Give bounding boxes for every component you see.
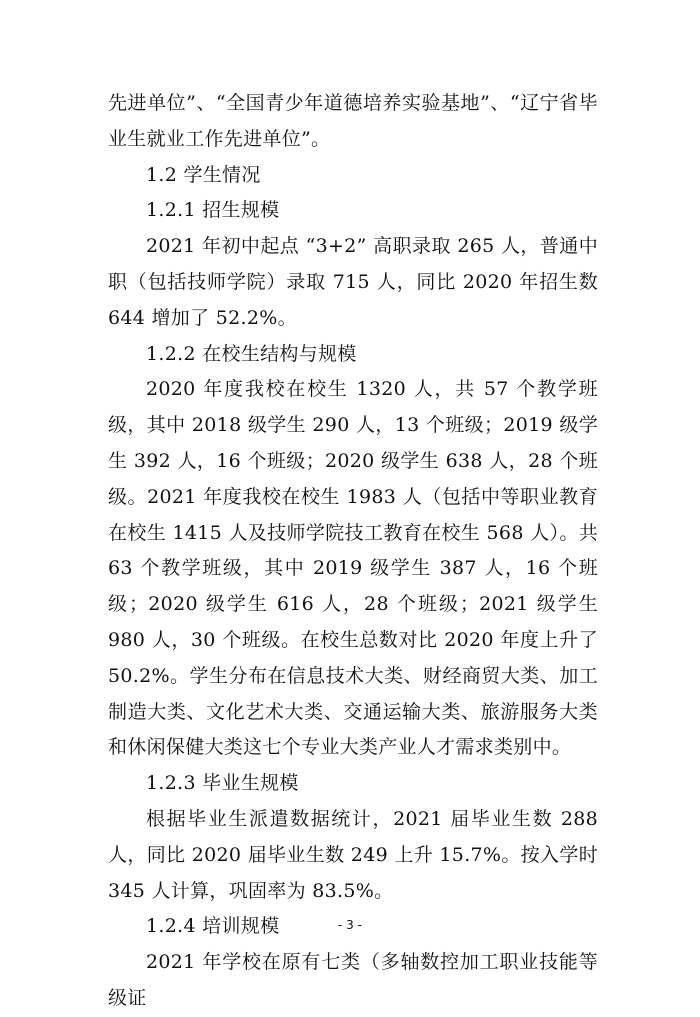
section-heading-1-2-4: 1.2.4 培训规模	[146, 915, 280, 938]
paragraph-graduates: 根据毕业生派遣数据统计，2021 届毕业生数 288 人，同比 2020 届毕业生数 249 上升 15.7%。按入学时 345 人计算，巩固率为 83.5%。	[108, 807, 598, 902]
section-heading-1-2-1: 1.2.1 招生规模	[146, 199, 280, 222]
section-heading-1-2: 1.2 学生情况	[146, 163, 261, 186]
section-heading-1-2-3: 1.2.3 毕业生规模	[146, 772, 299, 795]
paragraph-training: 2021 年学校在原有七类（多轴数控加工职业技能等级证	[108, 951, 598, 1009]
paragraph-continuation: 先进单位”、“全国青少年道德培养实验基地”、“辽宁省毕业生就业工作先进单位”。	[108, 92, 598, 150]
page-number: - 3 -	[338, 918, 362, 932]
document-body	[108, 86, 598, 1017]
section-heading-1-2-2: 1.2.2 在校生结构与规模	[146, 342, 357, 365]
paragraph-enrollment: 2021 年初中起点 “3+2” 高职录取 265 人，普通中职（包括技师学院）录取 715 人，同比 2020 年招生数 644 增加了 52.2%。	[108, 235, 598, 329]
paragraph-student-structure: 2020 年度我校在校生 1320 人，共 57 个教学班级，其中 2018 级学生 290 人，13 个班级；2019 级学生 392 人，16 个班级；2020 级学生 638 人，28 个班级。2021 年度我校在校生 1983 人（包括中等职业教育在校生 1415 人及技师学院技工教育在校生 568 人）。共 63 个教学班级，其中 2019 级学生 387 人，16 个班级；2020 级学生 616 人，28 个班级；2021 级学生 980 人，30 个班级。在校生总数对比 2020 年度上升了 50.2%。学生分布在信息技术大类、财经商贸大类、加工制造大类、文化艺术大类、交通运输大类、旅游服务大类和休闲保健大类这七个专业大类产业人才需求类别中。	[108, 378, 598, 759]
